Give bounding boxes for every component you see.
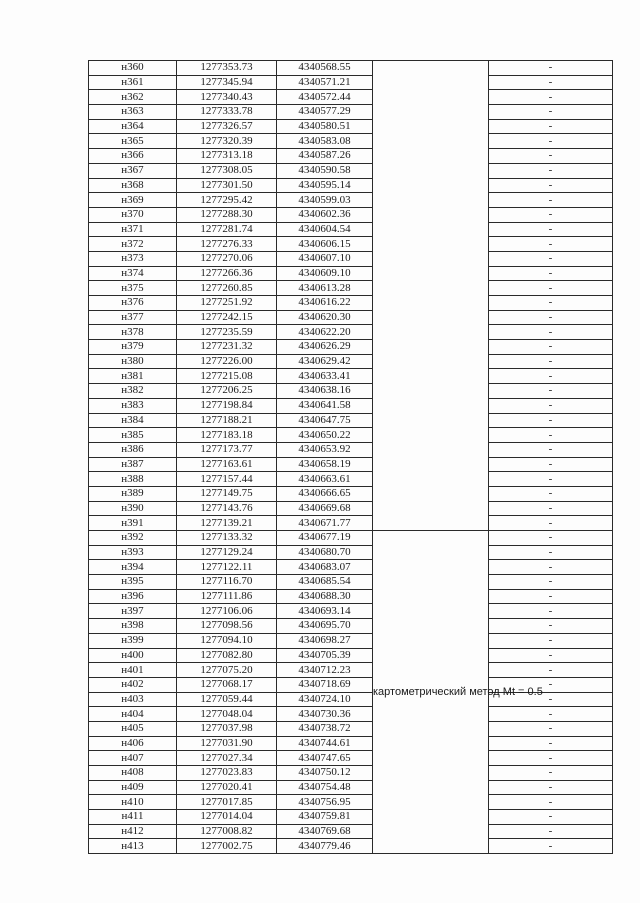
point-id-cell: н394 <box>89 560 177 575</box>
dash-cell: - <box>489 589 613 604</box>
x-coordinate-cell: 1277157.44 <box>177 472 277 487</box>
x-coordinate-cell: 1277143.76 <box>177 501 277 516</box>
y-coordinate-cell: 4340641.58 <box>277 398 373 413</box>
table-row <box>89 369 613 384</box>
dash-cell: - <box>489 384 613 399</box>
coordinates-table-body <box>89 61 613 854</box>
table-row <box>89 707 613 722</box>
point-id-cell: н412 <box>89 824 177 839</box>
dash-cell: - <box>489 457 613 472</box>
x-coordinate-cell: 1277149.75 <box>177 486 277 501</box>
table-row <box>89 178 613 193</box>
table-row <box>89 810 613 825</box>
point-id-cell: н370 <box>89 207 177 222</box>
y-coordinate-cell: 4340653.92 <box>277 442 373 457</box>
y-coordinate-cell: 4340712.23 <box>277 663 373 678</box>
method-cell-lower: картометрический метод Mt = 0.5 <box>373 531 489 854</box>
table-row <box>89 207 613 222</box>
table-row <box>89 398 613 413</box>
dash-cell: - <box>489 619 613 634</box>
dash-cell: - <box>489 810 613 825</box>
x-coordinate-cell: 1277242.15 <box>177 310 277 325</box>
y-coordinate-cell: 4340571.21 <box>277 75 373 90</box>
table-row <box>89 310 613 325</box>
point-id-cell: н411 <box>89 810 177 825</box>
table-row <box>89 839 613 854</box>
point-id-cell: н410 <box>89 795 177 810</box>
y-coordinate-cell: 4340602.36 <box>277 207 373 222</box>
table-row <box>89 751 613 766</box>
point-id-cell: н376 <box>89 296 177 311</box>
dash-cell: - <box>489 501 613 516</box>
x-coordinate-cell: 1277098.56 <box>177 619 277 634</box>
y-coordinate-cell: 4340779.46 <box>277 839 373 854</box>
y-coordinate-cell: 4340724.10 <box>277 692 373 707</box>
x-coordinate-cell: 1277106.06 <box>177 604 277 619</box>
dash-cell: - <box>489 707 613 722</box>
x-coordinate-cell: 1277002.75 <box>177 839 277 854</box>
point-id-cell: н413 <box>89 839 177 854</box>
coordinates-table <box>88 60 613 854</box>
dash-cell: - <box>489 751 613 766</box>
y-coordinate-cell: 4340759.81 <box>277 810 373 825</box>
y-coordinate-cell: 4340693.14 <box>277 604 373 619</box>
y-coordinate-cell: 4340754.48 <box>277 780 373 795</box>
point-id-cell: н400 <box>89 648 177 663</box>
table-row <box>89 619 613 634</box>
y-coordinate-cell: 4340577.29 <box>277 105 373 120</box>
point-id-cell: н406 <box>89 736 177 751</box>
x-coordinate-cell: 1277111.86 <box>177 589 277 604</box>
point-id-cell: н381 <box>89 369 177 384</box>
point-id-cell: н383 <box>89 398 177 413</box>
table-row <box>89 501 613 516</box>
point-id-cell: н365 <box>89 134 177 149</box>
table-row <box>89 428 613 443</box>
point-id-cell: н361 <box>89 75 177 90</box>
table-row <box>89 119 613 134</box>
table-row <box>89 560 613 575</box>
y-coordinate-cell: 4340622.20 <box>277 325 373 340</box>
y-coordinate-cell: 4340677.19 <box>277 531 373 546</box>
dash-cell: - <box>489 442 613 457</box>
x-coordinate-cell: 1277048.04 <box>177 707 277 722</box>
x-coordinate-cell: 1277163.61 <box>177 457 277 472</box>
point-id-cell: н369 <box>89 193 177 208</box>
dash-cell: - <box>489 428 613 443</box>
x-coordinate-cell: 1277122.11 <box>177 560 277 575</box>
point-id-cell: н398 <box>89 619 177 634</box>
x-coordinate-cell: 1277116.70 <box>177 575 277 590</box>
table-row <box>89 795 613 810</box>
x-coordinate-cell: 1277188.21 <box>177 413 277 428</box>
point-id-cell: н405 <box>89 721 177 736</box>
dash-cell: - <box>489 354 613 369</box>
point-id-cell: н387 <box>89 457 177 472</box>
dash-cell: - <box>489 134 613 149</box>
y-coordinate-cell: 4340747.65 <box>277 751 373 766</box>
x-coordinate-cell: 1277031.90 <box>177 736 277 751</box>
point-id-cell: н377 <box>89 310 177 325</box>
table-row <box>89 237 613 252</box>
x-coordinate-cell: 1277020.41 <box>177 780 277 795</box>
x-coordinate-cell: 1277068.17 <box>177 677 277 692</box>
table-row <box>89 163 613 178</box>
table-row <box>89 824 613 839</box>
point-id-cell: н386 <box>89 442 177 457</box>
x-coordinate-cell: 1277198.84 <box>177 398 277 413</box>
point-id-cell: н402 <box>89 677 177 692</box>
point-id-cell: н360 <box>89 61 177 76</box>
table-row <box>89 251 613 266</box>
table-row <box>89 545 613 560</box>
y-coordinate-cell: 4340583.08 <box>277 134 373 149</box>
dash-cell: - <box>489 193 613 208</box>
point-id-cell: н408 <box>89 766 177 781</box>
point-id-cell: н368 <box>89 178 177 193</box>
table-row <box>89 736 613 751</box>
x-coordinate-cell: 1277183.18 <box>177 428 277 443</box>
y-coordinate-cell: 4340663.61 <box>277 472 373 487</box>
point-id-cell: н407 <box>89 751 177 766</box>
dash-cell: - <box>489 369 613 384</box>
point-id-cell: н375 <box>89 281 177 296</box>
y-coordinate-cell: 4340616.22 <box>277 296 373 311</box>
x-coordinate-cell: 1277082.80 <box>177 648 277 663</box>
point-id-cell: н372 <box>89 237 177 252</box>
dash-cell: - <box>489 677 613 692</box>
y-coordinate-cell: 4340568.55 <box>277 61 373 76</box>
table-row <box>89 766 613 781</box>
dash-cell: - <box>489 766 613 781</box>
y-coordinate-cell: 4340669.68 <box>277 501 373 516</box>
x-coordinate-cell: 1277288.30 <box>177 207 277 222</box>
table-row <box>89 266 613 281</box>
y-coordinate-cell: 4340730.36 <box>277 707 373 722</box>
table-row <box>89 90 613 105</box>
dash-cell: - <box>489 119 613 134</box>
point-id-cell: н379 <box>89 340 177 355</box>
dash-cell: - <box>489 237 613 252</box>
table-row <box>89 384 613 399</box>
x-coordinate-cell: 1277308.05 <box>177 163 277 178</box>
x-coordinate-cell: 1277037.98 <box>177 721 277 736</box>
x-coordinate-cell: 1277353.73 <box>177 61 277 76</box>
table-row <box>89 149 613 164</box>
x-coordinate-cell: 1277301.50 <box>177 178 277 193</box>
table-row <box>89 222 613 237</box>
table-row <box>89 75 613 90</box>
point-id-cell: н362 <box>89 90 177 105</box>
dash-cell: - <box>489 795 613 810</box>
dash-cell: - <box>489 531 613 546</box>
y-coordinate-cell: 4340633.41 <box>277 369 373 384</box>
dash-cell: - <box>489 472 613 487</box>
point-id-cell: н396 <box>89 589 177 604</box>
y-coordinate-cell: 4340750.12 <box>277 766 373 781</box>
dash-cell: - <box>489 633 613 648</box>
y-coordinate-cell: 4340587.26 <box>277 149 373 164</box>
y-coordinate-cell: 4340756.95 <box>277 795 373 810</box>
x-coordinate-cell: 1277320.39 <box>177 134 277 149</box>
point-id-cell: н409 <box>89 780 177 795</box>
dash-cell: - <box>489 266 613 281</box>
y-coordinate-cell: 4340769.68 <box>277 824 373 839</box>
y-coordinate-cell: 4340606.15 <box>277 237 373 252</box>
table-row <box>89 648 613 663</box>
dash-cell: - <box>489 340 613 355</box>
table-row <box>89 413 613 428</box>
table-row <box>89 589 613 604</box>
x-coordinate-cell: 1277345.94 <box>177 75 277 90</box>
x-coordinate-cell: 1277226.00 <box>177 354 277 369</box>
x-coordinate-cell: 1277313.18 <box>177 149 277 164</box>
y-coordinate-cell: 4340738.72 <box>277 721 373 736</box>
y-coordinate-cell: 4340629.42 <box>277 354 373 369</box>
x-coordinate-cell: 1277129.24 <box>177 545 277 560</box>
table-row <box>89 604 613 619</box>
x-coordinate-cell: 1277235.59 <box>177 325 277 340</box>
point-id-cell: н363 <box>89 105 177 120</box>
x-coordinate-cell: 1277270.06 <box>177 251 277 266</box>
point-id-cell: н392 <box>89 531 177 546</box>
dash-cell: - <box>489 736 613 751</box>
y-coordinate-cell: 4340695.70 <box>277 619 373 634</box>
x-coordinate-cell: 1277295.42 <box>177 193 277 208</box>
dash-cell: - <box>489 560 613 575</box>
dash-cell: - <box>489 251 613 266</box>
x-coordinate-cell: 1277133.32 <box>177 531 277 546</box>
dash-cell: - <box>489 575 613 590</box>
y-coordinate-cell: 4340607.10 <box>277 251 373 266</box>
point-id-cell: н401 <box>89 663 177 678</box>
y-coordinate-cell: 4340650.22 <box>277 428 373 443</box>
table-row <box>89 193 613 208</box>
dash-cell: - <box>489 163 613 178</box>
x-coordinate-cell: 1277260.85 <box>177 281 277 296</box>
y-coordinate-cell: 4340698.27 <box>277 633 373 648</box>
table-row <box>89 516 613 531</box>
dash-cell: - <box>489 780 613 795</box>
y-coordinate-cell: 4340638.16 <box>277 384 373 399</box>
dash-cell: - <box>489 325 613 340</box>
dash-cell: - <box>489 604 613 619</box>
point-id-cell: н367 <box>89 163 177 178</box>
point-id-cell: н382 <box>89 384 177 399</box>
dash-cell: - <box>489 545 613 560</box>
dash-cell: - <box>489 296 613 311</box>
y-coordinate-cell: 4340666.65 <box>277 486 373 501</box>
point-id-cell: н373 <box>89 251 177 266</box>
y-coordinate-cell: 4340718.69 <box>277 677 373 692</box>
y-coordinate-cell: 4340744.61 <box>277 736 373 751</box>
dash-cell: - <box>489 75 613 90</box>
table-row <box>89 780 613 795</box>
table-row <box>89 296 613 311</box>
y-coordinate-cell: 4340647.75 <box>277 413 373 428</box>
dash-cell: - <box>489 105 613 120</box>
table-row <box>89 575 613 590</box>
dash-cell: - <box>489 413 613 428</box>
point-id-cell: н388 <box>89 472 177 487</box>
table-row <box>89 531 613 546</box>
y-coordinate-cell: 4340658.19 <box>277 457 373 472</box>
y-coordinate-cell: 4340685.54 <box>277 575 373 590</box>
y-coordinate-cell: 4340604.54 <box>277 222 373 237</box>
point-id-cell: н371 <box>89 222 177 237</box>
point-id-cell: н384 <box>89 413 177 428</box>
dash-cell: - <box>489 516 613 531</box>
y-coordinate-cell: 4340590.58 <box>277 163 373 178</box>
x-coordinate-cell: 1277333.78 <box>177 105 277 120</box>
y-coordinate-cell: 4340671.77 <box>277 516 373 531</box>
table-row <box>89 457 613 472</box>
x-coordinate-cell: 1277008.82 <box>177 824 277 839</box>
x-coordinate-cell: 1277075.20 <box>177 663 277 678</box>
table-row <box>89 134 613 149</box>
dash-cell: - <box>489 398 613 413</box>
table-row <box>89 61 613 76</box>
x-coordinate-cell: 1277281.74 <box>177 222 277 237</box>
x-coordinate-cell: 1277251.92 <box>177 296 277 311</box>
x-coordinate-cell: 1277059.44 <box>177 692 277 707</box>
point-id-cell: н391 <box>89 516 177 531</box>
table-row <box>89 340 613 355</box>
x-coordinate-cell: 1277173.77 <box>177 442 277 457</box>
y-coordinate-cell: 4340626.29 <box>277 340 373 355</box>
table-row <box>89 442 613 457</box>
point-id-cell: н389 <box>89 486 177 501</box>
x-coordinate-cell: 1277014.04 <box>177 810 277 825</box>
y-coordinate-cell: 4340613.28 <box>277 281 373 296</box>
point-id-cell: н385 <box>89 428 177 443</box>
dash-cell: - <box>489 824 613 839</box>
x-coordinate-cell: 1277094.10 <box>177 633 277 648</box>
dash-cell: - <box>489 61 613 76</box>
table-row <box>89 486 613 501</box>
dash-cell: - <box>489 663 613 678</box>
dash-cell: - <box>489 692 613 707</box>
x-coordinate-cell: 1277326.57 <box>177 119 277 134</box>
dash-cell: - <box>489 222 613 237</box>
y-coordinate-cell: 4340705.39 <box>277 648 373 663</box>
x-coordinate-cell: 1277017.85 <box>177 795 277 810</box>
dash-cell: - <box>489 90 613 105</box>
table-row <box>89 633 613 648</box>
point-id-cell: н380 <box>89 354 177 369</box>
table-row <box>89 721 613 736</box>
x-coordinate-cell: 1277231.32 <box>177 340 277 355</box>
dash-cell: - <box>489 281 613 296</box>
point-id-cell: н364 <box>89 119 177 134</box>
dash-cell: - <box>489 310 613 325</box>
y-coordinate-cell: 4340609.10 <box>277 266 373 281</box>
point-id-cell: н404 <box>89 707 177 722</box>
x-coordinate-cell: 1277215.08 <box>177 369 277 384</box>
point-id-cell: н390 <box>89 501 177 516</box>
dash-cell: - <box>489 149 613 164</box>
dash-cell: - <box>489 486 613 501</box>
dash-cell: - <box>489 648 613 663</box>
y-coordinate-cell: 4340680.70 <box>277 545 373 560</box>
table-row <box>89 105 613 120</box>
y-coordinate-cell: 4340572.44 <box>277 90 373 105</box>
point-id-cell: н399 <box>89 633 177 648</box>
point-id-cell: н374 <box>89 266 177 281</box>
table-row <box>89 354 613 369</box>
method-cell-upper <box>373 61 489 531</box>
x-coordinate-cell: 1277266.36 <box>177 266 277 281</box>
y-coordinate-cell: 4340599.03 <box>277 193 373 208</box>
x-coordinate-cell: 1277340.43 <box>177 90 277 105</box>
point-id-cell: н393 <box>89 545 177 560</box>
x-coordinate-cell: 1277206.25 <box>177 384 277 399</box>
y-coordinate-cell: 4340683.07 <box>277 560 373 575</box>
x-coordinate-cell: 1277276.33 <box>177 237 277 252</box>
table-row <box>89 281 613 296</box>
point-id-cell: н395 <box>89 575 177 590</box>
table-row <box>89 663 613 678</box>
y-coordinate-cell: 4340595.14 <box>277 178 373 193</box>
dash-cell: - <box>489 839 613 854</box>
point-id-cell: н397 <box>89 604 177 619</box>
table-row <box>89 472 613 487</box>
point-id-cell: н366 <box>89 149 177 164</box>
dash-cell: - <box>489 207 613 222</box>
x-coordinate-cell: 1277027.34 <box>177 751 277 766</box>
dash-cell: - <box>489 178 613 193</box>
point-id-cell: н403 <box>89 692 177 707</box>
y-coordinate-cell: 4340688.30 <box>277 589 373 604</box>
y-coordinate-cell: 4340580.51 <box>277 119 373 134</box>
table-row <box>89 325 613 340</box>
x-coordinate-cell: 1277139.21 <box>177 516 277 531</box>
y-coordinate-cell: 4340620.30 <box>277 310 373 325</box>
x-coordinate-cell: 1277023.83 <box>177 766 277 781</box>
dash-cell: - <box>489 721 613 736</box>
point-id-cell: н378 <box>89 325 177 340</box>
